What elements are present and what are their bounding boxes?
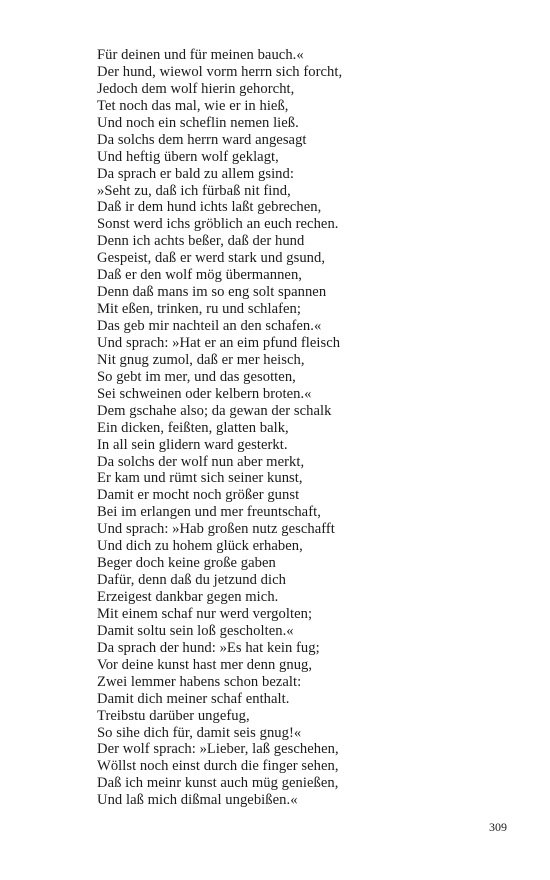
verse-line: Da sprach er bald zu allem gsind: bbox=[97, 165, 294, 182]
verse-line: Erzeigest dankbar gegen mich. bbox=[97, 589, 279, 605]
verse-line: Bei im erlangen und mer freuntschaft, bbox=[97, 504, 321, 521]
verse-line: Sei schweinen oder kelbern broten.« bbox=[97, 385, 312, 402]
verse-line: Der wolf sprach: »Lieber, laß geschehen, bbox=[97, 741, 339, 758]
verse-line: Beger doch keine große gaben bbox=[97, 555, 276, 572]
verse-line: Da solchs der wolf nun aber merkt, bbox=[97, 453, 305, 470]
verse-line: Da solchs dem herrn ward angesagt bbox=[97, 131, 307, 148]
verse-line: So gebt im mer, und das gesotten, bbox=[97, 368, 296, 385]
verse-line: Daß ich meinr kunst auch müg genießen, bbox=[97, 775, 339, 792]
verse-line: So sihe dich für, damit seis gnug!« bbox=[97, 724, 302, 741]
verse-line: Denn daß mans im so eng solt spannen bbox=[97, 284, 327, 301]
page-number: 309 bbox=[489, 820, 507, 834]
verse-line: Jedoch dem wolf hierin gehorcht, bbox=[97, 80, 295, 97]
verse-line: Damit soltu sein loß gescholten.« bbox=[97, 622, 294, 639]
verse-line: Gespeist, daß er werd stark und gsund, bbox=[97, 250, 326, 267]
verse-line: Daß ir dem hund ichts laßt gebrechen, bbox=[97, 199, 322, 216]
verse-line: »Seht zu, daß ich fürbaß nit find, bbox=[97, 182, 291, 199]
verse-line: Das geb mir nachteil an den schafen.« bbox=[97, 318, 322, 334]
verse-line: Nit gnug zumol, daß er mer heisch, bbox=[97, 351, 305, 368]
verse-line: In all sein glidern ward gesterkt. bbox=[97, 436, 288, 453]
verse-line: Und heftig übern wolf geklagt, bbox=[97, 148, 279, 165]
verse-line: Damit dich meiner schaf enthalt. bbox=[97, 690, 290, 707]
verse-line: Und sprach: »Hat er an eim pfund fleisch bbox=[97, 334, 341, 351]
verse-line: Damit er mocht noch größer gunst bbox=[97, 487, 300, 504]
verse-line: Dafür, denn daß du jetzund dich bbox=[97, 572, 287, 589]
verse-line: Der hund, wiewol vorm herrn sich forcht, bbox=[97, 63, 343, 80]
verse-line: Und dich zu hohem glück erhaben, bbox=[97, 538, 303, 555]
verse-line: Mit eßen, trinken, ru und schlafen; bbox=[97, 301, 301, 318]
verse-line: Dem gschahe also; da gewan der schalk bbox=[97, 402, 332, 419]
verse-line: Denn ich achts beßer, daß der hund bbox=[97, 233, 305, 250]
verse-line: Daß er den wolf mög übermannen, bbox=[97, 267, 302, 284]
verse-line: Sonst werd ichs gröblich an euch rechen. bbox=[97, 216, 339, 233]
verse-line: Und noch ein scheflin nemen ließ. bbox=[97, 114, 299, 131]
verse-line: Da sprach der hund: »Es hat kein fug; bbox=[97, 639, 320, 656]
verse-line: Für deinen und für meinen bauch.« bbox=[97, 47, 304, 63]
verse-line: Wöllst noch einst durch die finger sehen, bbox=[97, 758, 339, 775]
verse-line: Mit einem schaf nur werd vergolten; bbox=[97, 605, 313, 622]
verse-line: Tet noch das mal, wie er in hieß, bbox=[97, 97, 289, 114]
verse-line: Ein dicken, feißten, glatten balk, bbox=[97, 419, 289, 436]
verse-line: Er kam und rümt sich seiner kunst, bbox=[97, 470, 303, 487]
poem-text bbox=[97, 47, 497, 809]
verse-line: Und sprach: »Hab großen nutz geschafft bbox=[97, 521, 335, 538]
verse-line: Und laß mich dißmal ungebißen.« bbox=[97, 792, 298, 809]
verse-line: Treibstu darüber ungefug, bbox=[97, 707, 250, 724]
verse-line: Vor deine kunst hast mer denn gnug, bbox=[97, 656, 313, 673]
verse-line: Zwei lemmer habens schon bezalt: bbox=[97, 673, 302, 690]
